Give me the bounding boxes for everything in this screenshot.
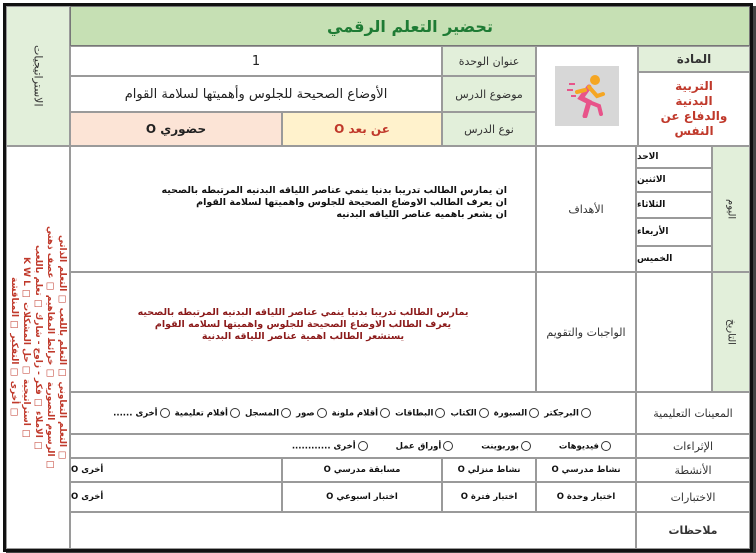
strategy-col-3[interactable]: الاملاء □ فكر - زاوج - شارك □ تعلم باللعب □: [33, 244, 43, 451]
aid-colored-pens[interactable]: أقلام ملونة: [332, 408, 393, 419]
enrichment-other[interactable]: أخرى ............: [292, 441, 370, 452]
activity-school[interactable]: نشاط مدرسي O: [536, 458, 636, 482]
homework-line-1: يمارس الطالب تدريبا بدنيا ينمي عناصر اللياقه البدنيه المرتبطه بالصحيه: [137, 307, 469, 318]
aid-pictures[interactable]: صور: [296, 408, 328, 419]
day-monday[interactable]: الاثنين: [636, 168, 712, 192]
subject-line-1: التربية: [675, 79, 713, 93]
objective-line-2: ان يعرف الطالب الاوضاع الصحيحة للجلوس واهميتها لسلامة القوام: [196, 197, 507, 208]
aid-cards[interactable]: البطاقات: [395, 408, 447, 419]
day-sunday[interactable]: الاحد: [636, 146, 712, 168]
objectives-content[interactable]: [70, 146, 536, 272]
strategy-col-2[interactable]: الرسوم التصورية □ خرائط المفاهيم □ عصف ذهني □: [45, 225, 55, 470]
subject-line-3: والدفاع عن: [660, 109, 728, 123]
homework-line-3: يستشعر الطالب اهمية عناصر اللياقه البدنية: [201, 331, 405, 342]
activity-competition[interactable]: مسابقة مدرسي O: [282, 458, 442, 482]
strategy-col-5[interactable]: أخرى □ التفكير □ المناقشة □: [9, 277, 19, 418]
day-label-cell: [712, 146, 750, 272]
aid-other[interactable]: أخرى ......: [113, 408, 171, 419]
enrichment-label: الإثراءات: [636, 434, 750, 458]
day-tuesday[interactable]: الثلاثاء: [636, 192, 712, 218]
objective-line-3: ان يشعر باهميه عناصر اللياقه البدنيه: [336, 209, 507, 220]
date-value-cell[interactable]: [636, 272, 712, 392]
aid-films[interactable]: أفلام تعليمية: [175, 408, 242, 419]
aids-label: المعينات التعليمية: [636, 392, 750, 434]
day-wednesday[interactable]: الأربعاء: [636, 218, 712, 246]
date-label-cell: [712, 272, 750, 392]
homework-content[interactable]: [70, 272, 536, 392]
activities-label: الأنشطة: [636, 458, 750, 482]
page-title-text: تحضير التعلم الرقمي: [327, 16, 493, 36]
enrichment-powerpoint[interactable]: بوربوينت: [481, 441, 533, 452]
lesson-plan-form: [3, 3, 753, 552]
subject-line-4: النفس: [674, 124, 714, 138]
objectives-label: الأهداف: [536, 146, 636, 272]
objective-line-1: ان يمارس الطالب تدريبا بدنيا ينمي عناصر اللياقه البدنيه المرتبطه بالصحيه: [161, 185, 507, 196]
strategies-header: [6, 6, 70, 146]
strategy-col-1[interactable]: التعلم التعاوني □ التعلم باللعب □ التعلم الذاتي □: [57, 234, 67, 461]
strategies-panel: [6, 146, 70, 549]
strategy-col-4[interactable]: K W L □ استراتيجية □ حل المشكلات □: [21, 256, 31, 439]
aid-book[interactable]: الكتاب: [450, 408, 490, 419]
test-weekly[interactable]: اختبار اسبوعي O: [282, 482, 442, 512]
test-term[interactable]: اختبار فترة O: [442, 482, 536, 512]
homework-label: الواجبات والتقويم: [536, 272, 636, 392]
lesson-type-label: نوع الدرس: [442, 112, 536, 146]
subject-line-2: البدنية: [675, 94, 713, 108]
activity-other[interactable]: أخرى O: [70, 458, 282, 482]
homework-line-2: يعرف الطالب الاوضاع الصحيحة للجلوس واهميتها لسلامه القوام: [154, 319, 452, 330]
enrichment-options: [70, 434, 636, 458]
enrichment-videos[interactable]: فيديوهات: [559, 441, 613, 452]
test-other[interactable]: أخرى O: [70, 482, 282, 512]
aid-projector[interactable]: البرجكتر: [544, 408, 593, 419]
notes-label: ملاحظات: [636, 512, 750, 549]
activity-home[interactable]: نشاط منزلي O: [442, 458, 536, 482]
enrichment-worksheets[interactable]: أوراق عمل: [396, 441, 456, 452]
day-label: اليوم: [725, 198, 737, 220]
strategies-label: الاستراتيجيات: [31, 45, 45, 107]
aid-recorder[interactable]: المسجل: [245, 408, 293, 419]
subject-icon-box: [536, 46, 638, 146]
notes-content[interactable]: [70, 512, 636, 549]
page-title: [70, 6, 750, 46]
subject-value: [638, 72, 750, 146]
unit-value[interactable]: 1: [70, 46, 442, 76]
day-thursday[interactable]: الخميس: [636, 246, 712, 272]
test-unit[interactable]: اختبار وحدة O: [536, 482, 636, 512]
aid-board[interactable]: السبورة: [494, 408, 541, 419]
lesson-topic-value[interactable]: الأوضاع الصحيحة للجلوس وأهميتها لسلامة القوام: [70, 76, 442, 112]
unit-label: عنوان الوحدة: [442, 46, 536, 76]
subject-label: المادة: [638, 46, 750, 72]
lesson-topic-label: موضوع الدرس: [442, 76, 536, 112]
lesson-type-in-person[interactable]: حضوري O: [70, 112, 282, 146]
tests-label: الاختبارات: [636, 482, 750, 512]
running-person-icon: [567, 74, 607, 118]
date-label: التاريخ: [725, 319, 737, 345]
lesson-type-remote[interactable]: عن بعد O: [282, 112, 442, 146]
aids-options: [70, 392, 636, 434]
